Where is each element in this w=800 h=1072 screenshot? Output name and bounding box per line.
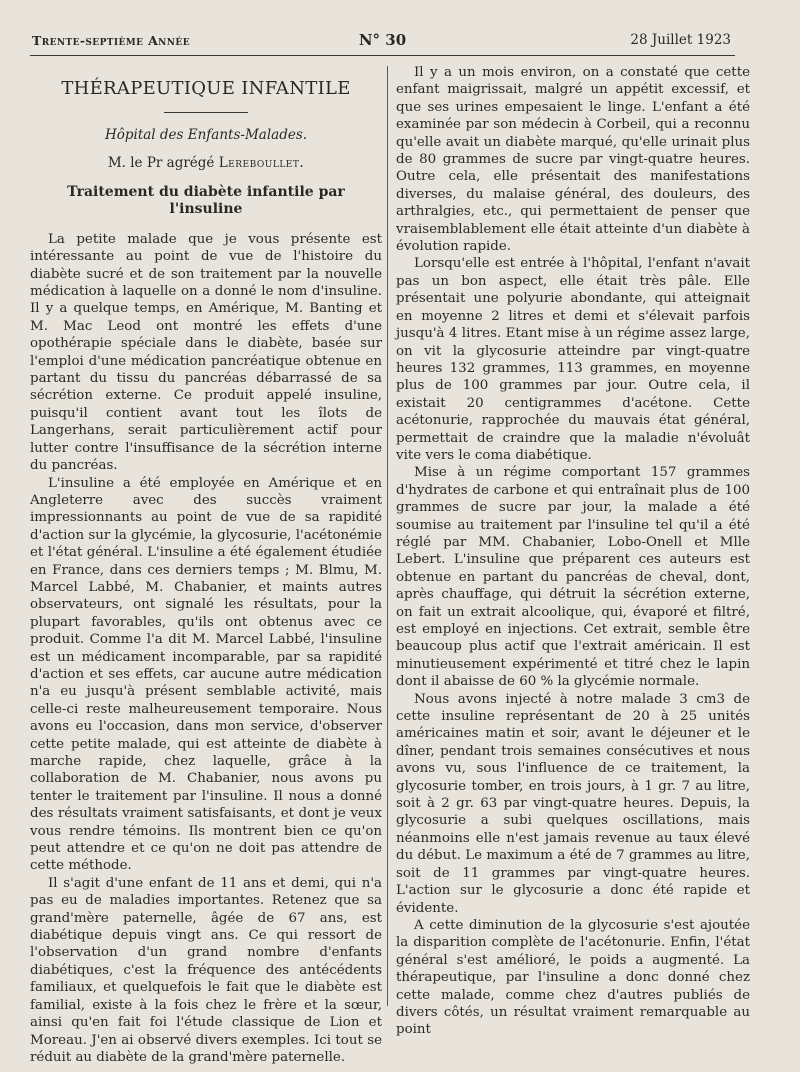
paragraph: A cette diminution de la glycosurie s'est ajoutée la disparition complète de l'acétonurie. Enfin, l'état général s'est amélioré, le poids a augmenté. La thérapeutique, par l'insuline a donc donné chez cette malade, comme chez d'autres publiés de divers côtés, un résultat vraiment remarquable au point — [396, 917, 750, 1038]
author-line — [30, 155, 382, 172]
paragraph: Nous avons injecté à notre malade 3 cm3 de cette insuline représentant de 20 à 25 unités américaines matin et soir, avant le déjeuner et le dîner, pendant trois semaines consécutives et nous avons vu, sous l'influence de ce traitement, la glycosurie tomber, en trois jours, à 1 gr. 7 au litre, soit à 2 gr. 63 par vingt-quatre heures. Depuis, la glycosurie a subi quelques oscillations, mais néanmoins elle n'est jamais revenue au taux élevé du début. Le maximum a été de 7 grammes au litre, soit de 11 grammes par vingt-quatre heures. L'action sur le glycosurie a donc été rapide et évidente. — [396, 691, 750, 916]
paragraph: Il y a un mois environ, on a constaté que cette enfant maigrissait, malgré un appétit excessif, et que ses urines empesaient le linge. L'enfant a été examinée par son médecin à Corbeil, qui a reconnu qu'elle avait un diabète marqué, qu'elle urinait plus de 80 grammes de sucre par vingt-quatre heures. Outre cela, elle présentait des manifestations diverses, du malaise général, des douleurs, des arthralgies, etc., qui permettaient de penser que vraisemblablement elle était atteinte d'un diabète à évolution rapide. — [396, 65, 750, 255]
hospital-name: Hôpital des Enfants-Malades. — [104, 127, 308, 144]
issue-number: N° 30 — [358, 31, 407, 49]
column-divider — [387, 66, 388, 1006]
author-name: Lereboullet. — [218, 154, 305, 171]
section-rule — [164, 112, 248, 113]
paragraph: L'insuline a été employée en Amérique et en Angleterre avec des succès vraiment impressionnants au point de vue de sa rapidité d'action sur la glycémie, la glycosurie, l'acétonémie et l'état général. L'insuline a été également étudiée en France, dans ces derniers temps ; M. Blmu, M. Marcel Labbé, M. Chabanier, et maints autres observateurs, ont signalé les résultats, pour la plupart favorables, qu'ils ont obtenus avec ce produit. Comme l'a dit M. Marcel Labbé, l'insuline est un médicament incomparable, par sa rapidité d'action et ses effets, car aucune autre médication n'a eu jusqu'à présent semblable activité, mais celle-ci reste malheureusement temporaire. Nous avons eu l'occasion, dans mon service, d'observer cette petite malade, qui est atteinte de diabète à marche rapide, chez laquelle, grâce à la collaboration de M. Chabanier, nous avons pu tenter le traitement par l'insuline. Il nous a donné des résultats vraiment satisfaisants, et dont je veux vous rendre témoins. Ils montrent bien ce qu'on peut attendre et ce qu'on ne doit pas attendre de cette méthode. — [30, 475, 382, 874]
page-header — [30, 31, 735, 56]
author-prefix: M. le Pr agrégé — [107, 154, 215, 171]
paragraph: Mise à un régime comportant 157 grammes d'hydrates de carbone et qui entraînait plus de 100 grammes de sucre par jour, la malade a été soumise au traitement par l'insuline tel qu'il a été réglé par MM. Chabanier, Lobo-Onell et Mlle Lebert. L'insuline que préparent ces auteurs est obtenue en partant du pancréas de cheval, dont, après chauffage, qui détruit la sécrétion externe, on fait un extrait alcoolique, qui, évaporé et filtré, est employé en injections. Cet extrait, semble être beaucoup plus actif que l'extrait américain. Il est minutieusement expérimenté et titré chez le lapin dont il abaisse de 60 % la glycémie normale. — [396, 465, 750, 690]
section-title: THÉRAPEUTIQUE INFANTILE — [61, 78, 351, 99]
left-column — [30, 64, 382, 1066]
paragraph: Il s'agit d'une enfant de 11 ans et demi, qui n'a pas eu de maladies importantes. Retenez que sa grand'mère paternelle, âgée de 67 ans, est diabétique depuis vingt ans. Ce qui ressort de l'observation d'un grand nombre d'enfants diabétiques, c'est la fréquence des antécédents familiaux, et quelquefois le fait que le diabète est familial, existe à la fois chez le frère et la sœur, ainsi qu'en fait foi l'étude classique de Lion et Moreau. J'en ai observé divers exemples. Ici tout se réduit au diabète de la grand'mère paternelle. — [30, 875, 382, 1065]
issue-date: 28 Juillet 1923 — [630, 32, 731, 48]
paragraph: Lorsqu'elle est entrée à l'hôpital, l'enfant n'avait pas un bon aspect, elle était très pâle. Elle présentait une polyurie abondante, qui atteignait en moyenne 2 litres et demi et s'élevait parfois jusqu'à 4 litres. Etant mise à un régime assez large, on vit la glycosurie atteindre par vingt-quatre heures 132 grammes, 113 grammes, en moyenne plus de 100 grammes par jour. Outre cela, il existait 20 centigrammes d'acétone. Cette acétonurie, rapprochée du mauvais état général, permettait de craindre que la maladie n'évoluât vite vers le coma diabétique. — [396, 256, 750, 463]
volume-year: Trente-septième Année — [32, 33, 190, 48]
right-column — [396, 64, 750, 1039]
paragraph: La petite malade que je vous présente est intéressante au point de vue de l'histoire du diabète sucré et de son traitement par la nouvelle médication à laquelle on a donné le nom d'insuline. Il y a quelque temps, en Amérique, M. Banting et M. Mac Leod ont montré les effets d'une opothérapie spéciale dans le diabète, basée sur l'emploi d'une médication pancréatique obtenue en partant du tissu du pancréas débarrassé de sa sécrétion externe. Ce produit appelé insuline, puisqu'il contient avant tout les îlots de Langerhans, serait particulièrement actif pour lutter contre l'insuffisance de la sécrétion interne du pancréas. — [30, 231, 382, 474]
article-title: Traitement du diabète infantile par l'insuline — [67, 184, 345, 218]
